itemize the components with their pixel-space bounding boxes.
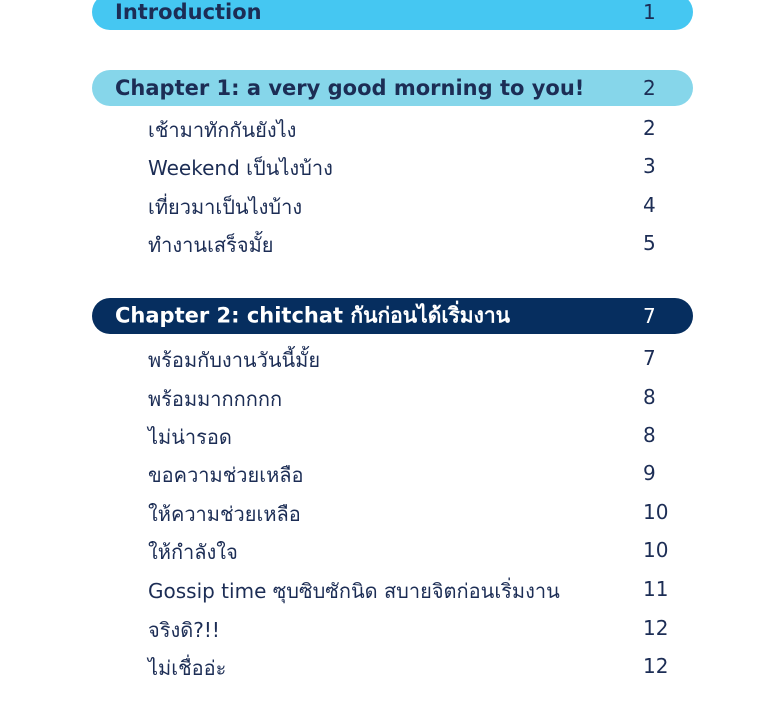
toc-item[interactable] [148,114,668,144]
toc-item[interactable] [148,459,668,489]
toc-item[interactable] [148,575,668,605]
toc-item-title: Gossip time ซุบซิบซักนิด สบายจิตก่อนเริ่มงาน [148,579,560,603]
toc-item-page: 12 [643,616,669,640]
toc-item[interactable] [148,344,668,374]
toc-item-page: 8 [643,423,656,447]
toc-item[interactable] [148,652,668,682]
toc-item[interactable] [148,152,668,182]
toc-item-title: ให้กำลังใจ [148,540,238,564]
toc-item-page: 5 [643,231,656,255]
toc-item[interactable] [148,614,668,644]
toc-item-page: 8 [643,385,656,409]
toc-item[interactable] [148,229,668,259]
toc-item-title: ทำงานเสร็จมั้ย [148,233,274,257]
toc-item[interactable] [148,191,668,221]
toc-item-title: พร้อมมากกกกก [148,387,283,411]
toc-item[interactable] [148,421,668,451]
toc-item-page: 12 [643,654,669,678]
toc-heading-page: 1 [643,0,656,24]
toc-item-page: 4 [643,193,656,217]
toc-item-page: 11 [643,577,669,601]
toc-item[interactable] [148,498,668,528]
toc-item-title: จริงดิ?!! [148,618,220,642]
toc-heading-page: 2 [643,76,656,100]
toc-heading-title: Chapter 2: chitchat กันก่อนได้เริ่มงาน [115,303,511,328]
toc-item-page: 3 [643,154,656,178]
toc-item-title: Weekend เป็นไงบ้าง [148,156,333,180]
toc-item-title: พร้อมกับงานวันนี้มั้ย [148,348,321,372]
toc-entry-chapter-1[interactable] [92,70,693,106]
toc-heading-title: Chapter 1: a very good morning to you! [115,76,585,100]
toc-item-title: ไม่น่ารอด [148,425,232,449]
toc-item-page: 2 [643,116,656,140]
toc-item-title: เช้ามาทักกันยังไง [148,118,297,142]
toc-item-page: 10 [643,500,669,524]
toc-item-page: 9 [643,461,656,485]
toc-item[interactable] [148,536,668,566]
toc-item-title: ไม่เชื่ออ่ะ [148,656,227,680]
toc-entry-introduction[interactable] [92,0,693,30]
toc-heading-page: 7 [643,304,656,328]
toc-entry-chapter-2[interactable] [92,298,693,334]
toc-item-page: 10 [643,538,669,562]
toc-item-page: 7 [643,346,656,370]
toc-heading-title: Introduction [115,0,262,24]
toc-item-title: เที่ยวมาเป็นไงบ้าง [148,195,303,219]
toc-item-title: ให้ความช่วยเหลือ [148,502,301,526]
toc-item[interactable] [148,383,668,413]
toc-item-title: ขอความช่วยเหลือ [148,463,304,487]
